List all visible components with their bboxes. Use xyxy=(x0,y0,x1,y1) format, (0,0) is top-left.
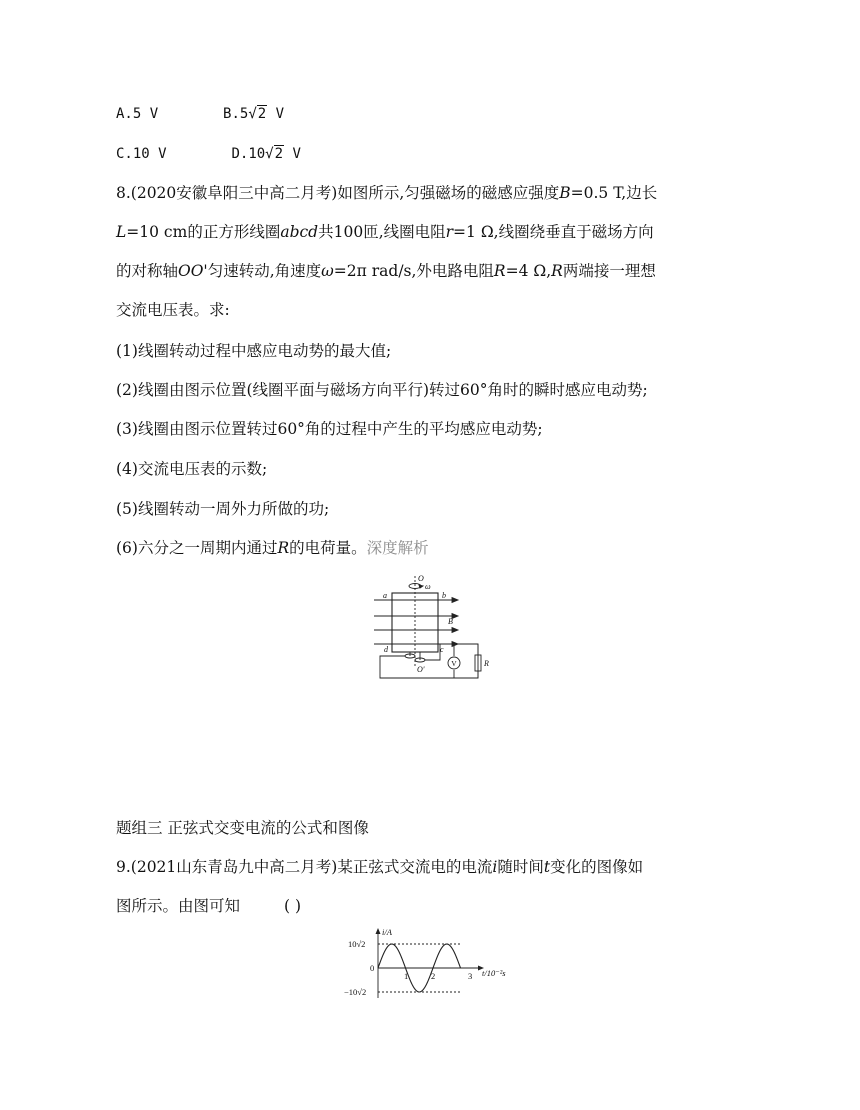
option-row-cd xyxy=(116,144,301,164)
coil-diagram xyxy=(370,572,500,684)
q9-line-1: 9.(2021山东青岛九中高二月考)某正弦式交流电的电流i随时间t变化的图像如 xyxy=(116,858,644,876)
option-a[interactable]: A.5 V xyxy=(116,106,159,122)
label-O: O xyxy=(418,574,424,583)
label-d: d xyxy=(384,645,388,654)
q8-sub-3: (3)线圈由图示位置转过60°角的过程中产生的平均感应电动势; xyxy=(116,420,543,438)
section-title: 题组三 正弦式交变电流的公式和图像 xyxy=(116,819,369,837)
y-tick-max: 10√2 xyxy=(348,939,366,949)
q8-line-2: L=10 cm的正方形线圈abcd共100匝,线圈电阻r=1 Ω,线圈绕垂直于磁场方向 xyxy=(116,223,654,241)
x-tick-1: 1 xyxy=(404,971,409,981)
voltmeter-icon: V xyxy=(451,659,457,668)
deep-analysis-link[interactable]: 深度解析 xyxy=(366,539,429,557)
label-b: b xyxy=(442,591,446,600)
sine-current-chart xyxy=(338,924,520,1002)
x-tick-3: 3 xyxy=(468,971,473,981)
option-c[interactable]: C.10 V xyxy=(116,146,167,162)
q8-sub-6: (6)六分之一周期内通过R的电荷量。深度解析 xyxy=(116,539,429,557)
option-b[interactable]: B.5√2 V xyxy=(223,106,285,122)
option-row-ab xyxy=(116,104,284,124)
label-c: c xyxy=(440,645,444,654)
q8-sub-5: (5)线圈转动一周外力所做的功; xyxy=(116,500,330,518)
option-d[interactable]: D.10√2 V xyxy=(231,146,301,162)
x-tick-0: 0 xyxy=(370,963,375,973)
label-a: a xyxy=(383,591,387,600)
y-axis-label: i/A xyxy=(382,927,392,937)
q8-sub-4: (4)交流电压表的示数; xyxy=(116,460,268,478)
q8-line-3: 的对称轴OO'匀速转动,角速度ω=2π rad/s,外电路电阻R=4 Ω,R两端接一理想 xyxy=(116,262,656,280)
q8-sub-1: (1)线圈转动过程中感应电动势的最大值; xyxy=(116,342,392,360)
x-axis-label: t/10⁻²s xyxy=(482,968,506,978)
q8-sub-2: (2)线圈由图示位置(线圈平面与磁场方向平行)转过60°角时的瞬时感应电动势; xyxy=(116,381,648,399)
label-R: R xyxy=(484,659,489,668)
label-B: B xyxy=(448,617,453,626)
label-O-prime: O' xyxy=(417,665,425,674)
label-omega: ω xyxy=(425,582,431,591)
q8-line-1: 8.(2020安徽阜阳三中高二月考)如图所示,匀强磁场的磁感应强度B=0.5 T,边长 xyxy=(116,184,658,202)
x-tick-2: 2 xyxy=(431,971,436,981)
q8-line-4: 交流电压表。求: xyxy=(116,301,230,319)
q9-line-2: 图所示。由图可知 ( ) xyxy=(116,897,302,915)
y-tick-min: −10√2 xyxy=(344,987,367,997)
answer-blank[interactable]: ( ) xyxy=(284,897,302,915)
